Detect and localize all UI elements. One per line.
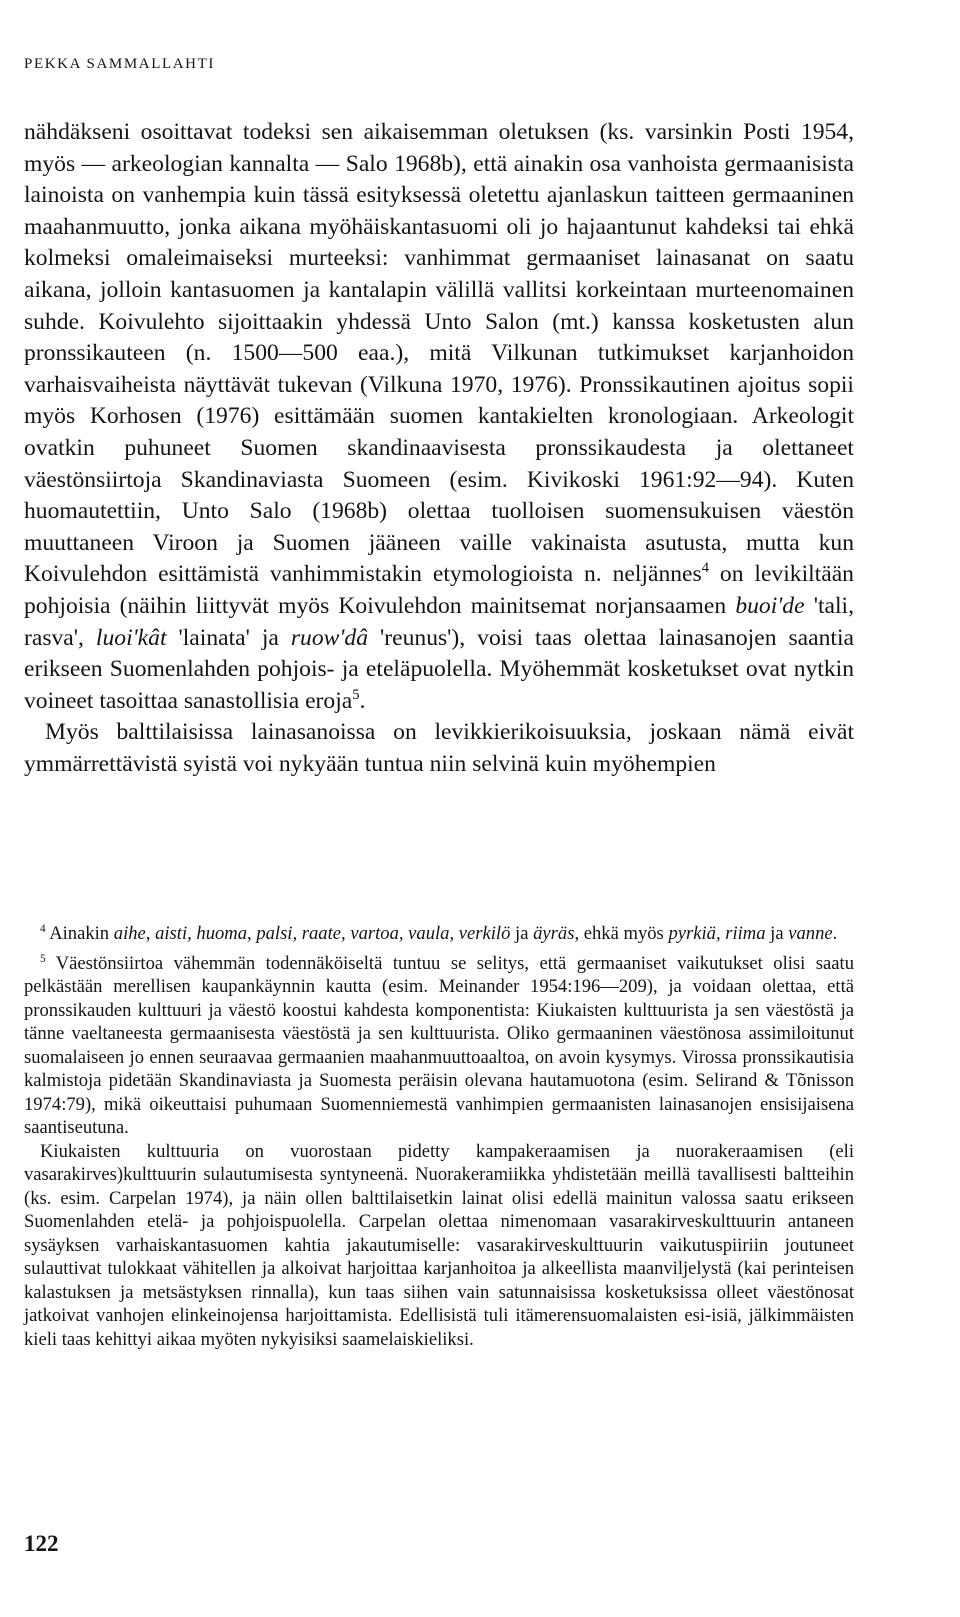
term: äyräs	[533, 923, 575, 944]
term: aihe, aisti, huoma, palsi, raate, vartoa, vaula, verkilö	[113, 923, 511, 944]
text-run: 'tali, rasva',	[24, 592, 854, 651]
text-run: Ainakin	[45, 923, 114, 944]
footnote-5	[24, 952, 854, 1140]
text-run: on levikiltään pohjoisia (näihin liittyvät myös Koivulehdon mainitsemat norjansaamen	[24, 561, 854, 619]
term: vanne	[788, 923, 833, 944]
text-run: 'lainata' ja	[166, 624, 291, 651]
page-number: 122	[24, 1531, 59, 1556]
footnote-number: 5	[40, 952, 46, 965]
footnotes	[24, 922, 854, 1351]
footnote-ref: 4	[701, 560, 709, 577]
paragraph: Myös balttilaisissa lainasanoissa on levikkierikoisuuksia, joskaan nämä eivät ymmärrettävistä syistä voi nykyään tuntua niin selvinä kuin myöhempien	[24, 719, 854, 777]
term: buoi'de	[735, 592, 805, 619]
text-run: ja	[510, 923, 534, 944]
term: pyrkiä, riima	[668, 923, 766, 944]
text-run: .	[359, 687, 366, 714]
term: luoi'kât	[95, 624, 167, 651]
footnote-5-continuation: Kiukaisten kulttuuria on vuorostaan pidetty kampakeraamisen ja nuorakeraamisen (eli vasarakirves)kulttuurin sulautumisesta syntyneenä. Nuorakeramiikka yhdistetään meillä tavallisesti baltteihin (ks. esim. Carpelan 1974), ja näin ollen balttilaisetkin lainat olisi edellä mainitun valossa saatu erikseen Suomenlahden etelä- ja pohjoispuolella. Carpelan olettaa nimenomaan vasarakirveskulttuurin antaneen sysäyksen varhaiskantasuomen kahtia jakautumiselle: vasarakirveskulttuurin vaikutuspiiriin joutuneet sulauttivat tulokkaat vähitellen ja alkoivat harjoittaa karjanhoitoa ja alkeellista maanviljelystä (kai perinteisen kalastuksen ja metsästyksen rinnalla), kun taas siihen vain satunnaisissa kosketuksissa olleet väestönosat jatkoivat vanhojen elinkeinojensa harjoittamista. Edellisistä tuli itämerensuomalaisten esi-isiä, jälkimmäisten kieli taas kehittyi aikaa myöten nykyisiksi saamelaiskieliksi.	[24, 1140, 854, 1350]
text-run: ja	[765, 923, 789, 944]
term: ruow'dâ	[290, 624, 369, 651]
text-run: 'reunus'), voisi taas olettaa lainasanojen saantia erikseen Suomenlahden pohjois- ja eteläpuolella. Myöhemmät kosketukset ovat nytkin voineet tasoittaa sanastollisia eroja	[24, 624, 854, 714]
footnote-4	[24, 922, 854, 946]
text-run: , ehkä myös	[574, 923, 669, 944]
footnote-number: 4	[40, 922, 46, 935]
text-run: .	[832, 923, 838, 944]
paragraph	[24, 117, 854, 717]
running-head: PEKKA SAMMALLAHTI	[24, 56, 215, 72]
text-run: nähdäkseni osoittavat todeksi sen aikaisemman oletuksen (ks. varsinkin Posti 1954, myös — arkeologian kannalta — Salo 1968b), että ainakin osa vanhoista germaanisista lainoista on vanhempia kuin tässä esityksessä oletettu ajanlaskun taitteen germaaninen maahanmuutto, jonka aikana myöhäiskantasuomi oli jo hajaantunut kahdeksi tai ehkä kolmeksi omaleimaiseksi murteeksi: vanhimmat germaaniset lainasanat on saatu aikana, jolloin kantasuomen ja kantalapin välillä vallitsi korkeintaan murteenomainen suhde. Koivulehto sijoittaakin yhdessä Unto Salon (mt.) kanssa kosketusten alun pronssikauteen (n. 1500—500 eaa.), mitä Vilkunan tutkimukset karjanhoidon varhaisvaiheista näyttävät tukevan (Vilkuna 1970, 1976). Pronssikautinen ajoitus sopii myös Korhosen (1976) esittämään suomen kantakielten kronologiaan. Arkeologit ovatkin puhuneet Suomen skandinaavisesta pronssikaudesta ja olettaneet väestönsiirtoja Skandinaviasta Suomeen (esim. Kivikoski 1961:92—94). Kuten huomautettiin, Unto Salo (1968b) olettaa tuolloisen suomensukuisen väestön muuttaneen Viroon ja Suomen jääneen vaille vakinaista asutusta, mutta kun Koivulehdon esittämistä vanhimmistakin etymologioista n. neljännes	[24, 119, 854, 588]
body-text	[24, 117, 854, 780]
text-run: Väestönsiirtoa vähemmän todennäköiseltä tuntuu se selitys, että germaaniset vaikutukset olisi saatu pelkästään merellisen kaupankäynnin kautta (esim. Meinander 1954:196—209), ja voidaan olettaa, että pronssikauden kulttuuri ja väestö koostui kahdesta komponentista: Kiukaisten kulttuurista ja sen väestöstä ja tänne vaeltaneesta germaanisesta väestöstä ja sen kulttuurista. Oliko germaaninen väestönosa assimiloitunut suomalaiseen jo ennen seuraavaa germaanien maahanmuuttoaaltoa, on avoin kysymys. Virossa pronssikautisia kalmistoja pidetään Skandinaviasta ja Suomesta peräisin olevana hautamuotona (esim. Selirand & Tõnisson 1974:79), mikä oikeuttaisi puhumaan Suomenniemestä vanhimpien germaanisten lainasanojen ensisijaisena saantiseutuna.	[24, 952, 854, 1138]
footnote-ref: 5	[352, 686, 360, 703]
